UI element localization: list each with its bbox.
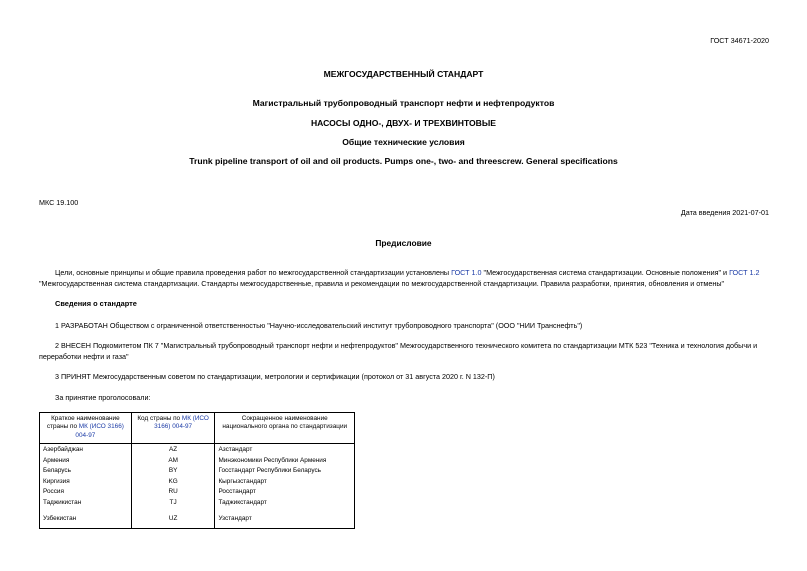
country-code-cell: RU [131,488,215,499]
standard-title-line-3: Общие технические условия [342,137,465,147]
country-name-cell: Армения [40,457,132,468]
header-country-code [131,413,215,444]
national-body-cell: Узстандарт [215,515,355,528]
mks-code: МКС 19.100 [39,198,79,207]
goals-text-middle: "Межгосударственная система стандартизации. Основные положения" и [481,268,730,277]
header-country-name-text: Краткое наименование страны по [46,415,120,431]
table-row [40,444,355,457]
table-row [40,499,355,510]
gost-1-2-link[interactable]: ГОСТ 1.2 [729,268,760,277]
country-code-cell: BY [131,467,215,478]
introduction-date: Дата введения 2021-07-01 [680,208,769,217]
header-country-code-text: Код страны по [137,415,182,422]
national-body-cell: Росстандарт [215,488,355,499]
country-code-cell: AM [131,457,215,468]
header-country-name [40,413,132,444]
developed-by-paragraph: 1 РАЗРАБОТАН Обществом с ограниченной ответственностью "Научно-исследовательский институт трубопроводного транспорта" (ООО "НИИ Транснефть") [55,321,583,330]
table-row [40,457,355,468]
country-name-cell: Узбекистан [40,515,132,528]
country-name-cell: Азербайджан [40,444,132,457]
table-row [40,478,355,489]
country-code-cell: UZ [131,515,215,528]
national-body-cell: Азстандарт [215,444,355,457]
country-code-cell: KG [131,478,215,489]
national-body-cell: Таджикстандарт [215,499,355,510]
table-header-row [40,413,355,444]
table-row [40,467,355,478]
standard-title-line-2: НАСОСЫ ОДНО-, ДВУХ- И ТРЕХВИНТОВЫЕ [310,118,497,128]
table-row [40,488,355,499]
mk-iso-3166-link[interactable]: МК (ИСО 3166) 004-97 [154,415,209,431]
standard-info-heading: Сведения о стандарте [55,299,137,308]
country-name-cell: Киргизия [40,478,132,489]
standard-title-english: Trunk pipeline transport of oil and oil products. Pumps one-, two- and threescrew. General specifications [189,156,618,166]
goals-paragraph [39,268,785,277]
introduced-by-paragraph-continued: переработки нефти и газа" [39,352,129,361]
goals-text-start: Цели, основные принципы и общие правила проведения работ по межгосударственной стандартизации установлены [55,268,452,277]
header-national-body: Сокращенное наименование национального органа по стандартизации [215,413,355,444]
country-name-cell: Беларусь [40,467,132,478]
country-code-cell: AZ [131,444,215,457]
foreword-heading: Предисловие [375,238,432,248]
introduced-by-paragraph: 2 ВНЕСЕН Подкомитетом ПК 7 "Магистральный трубопроводный транспорт нефти и нефтепродуктов" Межгосударственного технического комитета по стандартизации МТК 523 "Техника и технология добычи и [55,341,758,350]
voted-for-paragraph: За принятие проголосовали: [55,393,151,402]
country-name-cell: Россия [40,488,132,499]
gost-1-0-link[interactable]: ГОСТ 1.0 [451,268,482,277]
mk-iso-3166-link[interactable]: МК (ИСО 3166) 004-97 [75,423,124,439]
country-name-cell: Таджикистан [40,499,132,510]
national-body-cell: Минэкономики Республики Армения [215,457,355,468]
standard-title-line-1: Магистральный трубопроводный транспорт нефти и нефтепродуктов [252,98,555,108]
table-row [40,515,355,528]
standard-type-title: МЕЖГОСУДАРСТВЕННЫЙ СТАНДАРТ [323,69,484,79]
document-number: ГОСТ 34671-2020 [710,36,769,45]
national-body-cell: Кыргызстандарт [215,478,355,489]
adopted-by-paragraph: 3 ПРИНЯТ Межгосударственным советом по стандартизации, метрологии и сертификации (протокол от 31 августа 2020 г. N 132-П) [55,372,495,381]
goals-paragraph-continued: "Межгосударственная система стандартизации. Стандарты межгосударственные, правила и рекомендации по межгосударственной стандартизации. Правила разработки, принятия, обновления и отмены" [39,279,725,288]
national-body-cell: Госстандарт Республики Беларусь [215,467,355,478]
country-code-cell: TJ [131,499,215,510]
voting-countries-table [39,412,355,529]
